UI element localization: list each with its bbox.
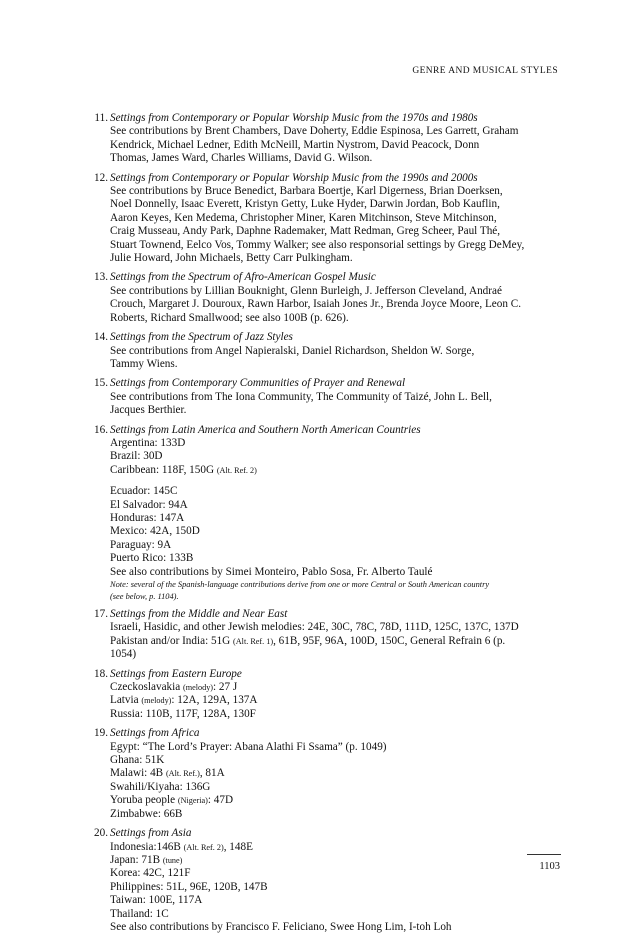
caribbean-text: Caribbean: 118F, 150G — [110, 463, 215, 476]
note-line: Note: several of the Spanish-language contributions derive from one or more Central or South American country — [110, 580, 490, 589]
item-text-line: Philippines: 51L, 96E, 120B, 147B — [110, 880, 268, 893]
item-title: Settings from Asia — [110, 827, 192, 840]
item-text-line — [110, 767, 564, 780]
item-text-line: See contributions by Bruce Benedict, Barbara Boertje, Karl Digerness, Brian Doerksen, — [110, 185, 503, 198]
item-text-line: Tammy Wiens. — [110, 357, 178, 370]
hymn-refs: : 12A, 129A, 137A — [171, 694, 258, 707]
item-text-line: See contributions by Brent Chambers, Dave Doherty, Eddie Espinosa, Les Garrett, Graham — [110, 125, 519, 138]
spacer — [110, 477, 564, 485]
item-number: 19. — [94, 727, 108, 740]
melody-note: (melody) — [183, 683, 214, 693]
item-text-line: Ecuador: 145C — [110, 485, 178, 498]
item-text-line: 1054) — [110, 648, 137, 661]
item-text-line: Crouch, Margaret J. Douroux, Rawn Harbor, Isaiah Jones Jr., Brenda Joyce Moore, Leon C. — [110, 298, 522, 311]
country-name: Indonesia:146B — [110, 840, 181, 853]
item-number: 14. — [94, 331, 108, 344]
item-title: Settings from Contemporary or Popular Worship Music from the 1970s and 1980s — [110, 112, 478, 124]
item-text-line: Brazil: 30D — [110, 450, 163, 463]
item-number: 17. — [94, 608, 108, 620]
item-text-line: Taiwan: 100E, 117A — [110, 894, 203, 907]
item-text-line: Egypt: “The Lord’s Prayer: Abana Alathi Fi Ssama” (p. 1049) — [110, 740, 387, 753]
item-number: 11. — [94, 112, 108, 124]
region-note: (Nigeria) — [177, 796, 208, 806]
item-text-line: Argentina: 133D — [110, 436, 186, 449]
list-item — [92, 608, 564, 662]
item-text-line: Craig Musseau, Andy Park, Daphne Rademaker, Matt Redman, Greg Scheer, Paul Thé, — [110, 225, 501, 238]
list-item — [92, 668, 564, 722]
item-text-line: Paraguay: 9A — [110, 538, 172, 551]
item-text-line: El Salvador: 94A — [110, 498, 188, 511]
item-text-line — [110, 464, 564, 477]
item-text-line: See contributions from Angel Napieralski, Daniel Richardson, Sheldon W. Sorge, — [110, 344, 475, 357]
item-text-line: Julie Howard, John Michaels, Betty Carr Pulkingham. — [110, 252, 353, 265]
index-list — [92, 112, 564, 940]
pakistan-text: Pakistan and/or India: 51G — [110, 634, 231, 647]
list-item — [92, 271, 564, 325]
footer-rule — [527, 854, 561, 855]
item-number: 16. — [94, 423, 108, 436]
country-name: Japan: 71B — [110, 853, 161, 866]
alt-ref-note: (Alt. Ref. 2) — [183, 842, 224, 852]
list-item — [92, 172, 564, 266]
item-text-line: Puerto Rico: 133B — [110, 552, 194, 565]
item-text-line: Israeli, Hasidic, and other Jewish melodies: 24E, 30C, 78C, 78D, 111D, 125C, 137C, 137D — [110, 621, 519, 634]
country-name: Latvia — [110, 694, 139, 707]
list-item — [92, 112, 564, 166]
hymn-refs: : 47D — [207, 794, 234, 807]
country-name: Czeckoslavakia — [110, 681, 181, 694]
item-title: Settings from Contemporary or Popular Worship Music from the 1990s and 2000s — [110, 171, 478, 184]
item-title: Settings from the Middle and Near East — [110, 608, 288, 620]
item-number: 18. — [94, 667, 108, 680]
item-text-line: Roberts, Richard Smallwood; see also 100B (p. 626). — [110, 311, 349, 324]
item-text-line: See contributions from The Iona Community, The Community of Taizé, John L. Bell, — [110, 390, 492, 403]
item-title: Settings from Africa — [110, 727, 200, 740]
item-number: 13. — [94, 271, 108, 284]
hymn-refs: , 81A — [199, 767, 225, 780]
item-number: 20. — [94, 827, 108, 840]
tune-note: (tune) — [162, 855, 183, 865]
item-title: Settings from Eastern Europe — [110, 667, 242, 680]
alt-ref-note: (Alt. Ref. 1) — [233, 636, 274, 646]
item-text-line: Mexico: 42A, 150D — [110, 525, 200, 538]
alt-ref-note: (Alt. Ref.) — [165, 769, 200, 779]
page-number: 1103 — [539, 861, 560, 872]
item-title: Settings from Latin America and Southern North American Countries — [110, 423, 421, 436]
pakistan-text-cont: , 61B, 95F, 96A, 100D, 150C, General Refrain 6 (p. — [273, 634, 506, 647]
item-title: Settings from the Spectrum of Jazz Styles — [110, 331, 293, 344]
list-item — [92, 331, 564, 371]
item-number: 12. — [94, 171, 108, 184]
list-item — [92, 727, 564, 821]
hymn-refs: , 148E — [223, 840, 253, 853]
note-line: (see below, p. 1104). — [110, 591, 179, 601]
item-text-line — [110, 681, 564, 694]
item-text-line: Swahili/Kiyaha: 136G — [110, 780, 211, 793]
item-text-line — [110, 841, 564, 854]
item-number: 15. — [94, 377, 108, 390]
item-text-line: Zimbabwe: 66B — [110, 807, 183, 820]
melody-note: (melody) — [141, 696, 172, 706]
item-text-line: Jacques Berthier. — [110, 404, 187, 417]
list-item — [92, 377, 564, 417]
item-text-line: Aaron Keyes, Ken Medema, Christopher Miner, Karen Mitchinson, Steve Mitchinson, — [110, 211, 497, 224]
item-text-line: Korea: 42C, 121F — [110, 867, 191, 880]
list-item — [92, 424, 564, 602]
item-text-line — [110, 854, 564, 867]
item-text-line: Kendrick, Michael Ledner, Edith McNeill, Martin Nystrom, David Peacock, Donn — [110, 138, 480, 151]
item-text-line: See also contributions by Francisco F. Feliciano, Swee Hong Lim, I-toh Loh — [110, 920, 452, 933]
item-text-line: Stuart Townend, Eelco Vos, Tommy Walker; see also responsorial settings by Gregg DeMey, — [110, 238, 525, 251]
item-text-line: Thomas, James Ward, Charles Williams, David G. Wilson. — [110, 152, 373, 165]
alt-ref-note: (Alt. Ref. 2) — [216, 465, 257, 475]
item-text-line — [110, 694, 564, 707]
item-text-line: Honduras: 147A — [110, 511, 185, 524]
hymn-refs: : 27 J — [213, 681, 238, 694]
item-text-line — [110, 794, 564, 807]
item-title: Settings from Contemporary Communities of Prayer and Renewal — [110, 377, 406, 390]
country-name: Yoruba people — [110, 794, 176, 807]
item-text-line: Noel Donnelly, Isaac Everett, Kristyn Getty, Luke Hyder, Darwin Jordan, Bob Kauflin, — [110, 198, 500, 211]
item-text-line: See contributions by Lillian Bouknight, Glenn Burleigh, J. Jefferson Cleveland, Andraé — [110, 284, 502, 297]
country-name: Malawi: 4B — [110, 767, 164, 780]
item-text-line: Ghana: 51K — [110, 754, 165, 767]
item-text-line: Russia: 110B, 117F, 128A, 130F — [110, 707, 256, 720]
item-text-line: See also contributions by Simei Monteiro, Pablo Sosa, Fr. Alberto Taulé — [110, 565, 433, 578]
item-title: Settings from the Spectrum of Afro-American Gospel Music — [110, 271, 376, 284]
list-item — [92, 827, 564, 934]
running-head: GENRE AND MUSICAL STYLES — [412, 66, 558, 76]
item-text-line — [110, 635, 564, 648]
item-text-line: Thailand: 1C — [110, 907, 169, 920]
